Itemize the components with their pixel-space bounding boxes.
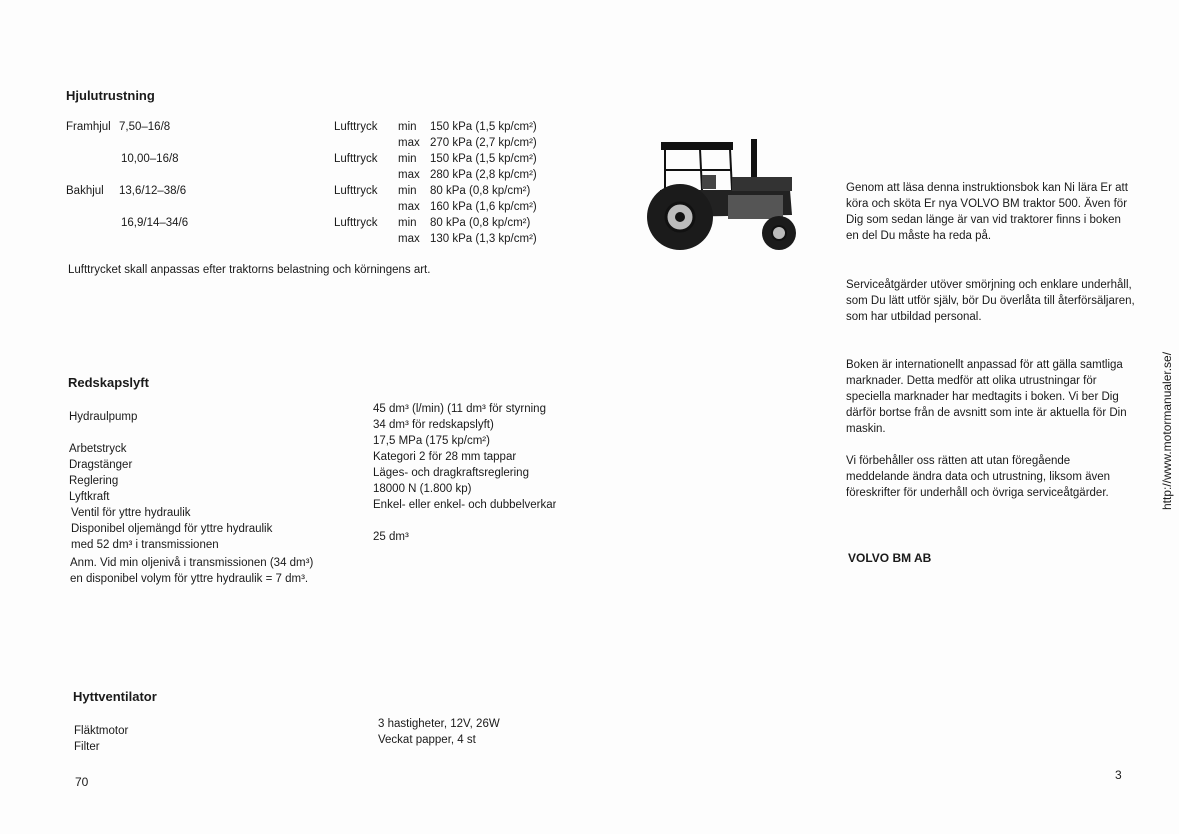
cab-value-fan: 3 hastigheter, 12V, 26W [378,718,500,730]
pressure-label: Lufttryck [334,185,378,197]
lift-value: 25 dm³ [373,531,409,543]
intro-paragraph: Vi förbehåller oss rätten att utan föregående meddelande ändra data och utrustning, liksom även föreskrifter för underhåll och övriga serviceåtgärder. [846,455,1111,499]
lift-value: 34 dm³ för redskapslyft) [373,419,494,431]
pressure-kind: max [398,233,420,245]
page-number-left: 70 [75,775,89,789]
pressure-kind: min [398,217,417,229]
wheel-size: 13,6/12–38/6 [119,185,187,197]
lift-value: 17,5 MPa (175 kp/cm²) [373,435,490,447]
intro-paragraph: Genom att läsa denna instruktionsbok kan Ni lära Er att köra och sköta Er nya VOLVO BM traktor 500. Även för Dig som sedan länge är van vid traktorer finns i boken en del Du måste ha reda på. [846,182,1128,242]
intro-paragraph: Serviceåtgärder utöver smörjning och enklare underhåll, som Du lätt utför själv, bör Du överlåta till återförsäljaren, som har utbildad personal. [846,279,1135,323]
tractor-illustration [640,135,805,255]
lift-label: Disponibel oljemängd för yttre hydraulik [71,523,273,535]
intro-paragraph: Boken är internationellt anpassad för att gälla samtliga marknader. Detta medför att olika utrustningar för speciella marknader har medtagits i boken. Vi ber Dig därför bortse från de avsnitt som inte är aktuella för Din maskin. [846,359,1127,435]
section-heading-lift: Redskapslyft [68,375,149,390]
lift-value: Läges- och dragkraftsreglering [373,467,529,479]
pressure-label: Lufttryck [334,217,378,229]
lift-note-line2: en disponibel volym för yttre hydraulik = 7 dm³. [70,573,309,585]
lift-label: med 52 dm³ i transmissionen [71,539,219,551]
wheel-size: 7,50–16/8 [119,121,171,133]
section-heading-wheels: Hjulutrustning [66,88,155,103]
pressure-kind: max [398,137,420,149]
pressure-kind: max [398,169,420,181]
pressure-kind: min [398,121,417,133]
page-number-right: 3 [1115,768,1122,782]
cab-label-fan: Fläktmotor [74,725,129,737]
lift-label: Reglering [69,475,119,487]
lift-value: 18000 N (1.800 kp) [373,483,472,495]
pressure-value: 150 kPa (1,5 kp/cm²) [430,153,537,165]
cab-label-filter: Filter [74,741,100,753]
pressure-label: Lufttryck [334,121,378,133]
lift-label: Lyftkraft [69,491,110,503]
pressure-kind: min [398,153,417,165]
pressure-value: 160 kPa (1,6 kp/cm²) [430,201,537,213]
wheel-size: 10,00–16/8 [121,153,179,165]
lift-value: Enkel- eller enkel- och dubbelverkar [373,499,557,511]
watermark-url: http://www.motormanualer.se/ [1160,351,1174,510]
lift-label: Ventil för yttre hydraulik [71,507,191,519]
wheels-note: Lufttrycket skall anpassas efter traktorns belastning och körningens art. [68,264,431,276]
pressure-value: 280 kPa (2,8 kp/cm²) [430,169,537,181]
lift-value: 45 dm³ (l/min) (11 dm³ för styrning [373,403,546,415]
pressure-kind: min [398,185,417,197]
lift-value: Kategori 2 för 28 mm tappar [373,451,517,463]
pressure-label: Lufttryck [334,153,378,165]
wheel-axle: Bakhjul [66,185,104,197]
lift-label: Arbetstryck [69,443,127,455]
pressure-value: 80 kPa (0,8 kp/cm²) [430,217,531,229]
cab-value-filter: Veckat papper, 4 st [378,734,476,746]
lift-label: Dragstänger [69,459,133,471]
pressure-value: 80 kPa (0,8 kp/cm²) [430,185,531,197]
pressure-value: 130 kPa (1,3 kp/cm²) [430,233,537,245]
wheel-size: 16,9/14–34/6 [121,217,189,229]
lift-note-line1: Anm. Vid min oljenivå i transmissionen (34 dm³) [70,557,314,569]
signature: VOLVO BM AB [848,551,932,565]
wheel-axle: Framhjul [66,121,111,133]
section-heading-cab: Hyttventilator [73,689,157,704]
pressure-value: 150 kPa (1,5 kp/cm²) [430,121,537,133]
pressure-value: 270 kPa (2,7 kp/cm²) [430,137,537,149]
pressure-kind: max [398,201,420,213]
lift-label: Hydraulpump [69,411,138,423]
